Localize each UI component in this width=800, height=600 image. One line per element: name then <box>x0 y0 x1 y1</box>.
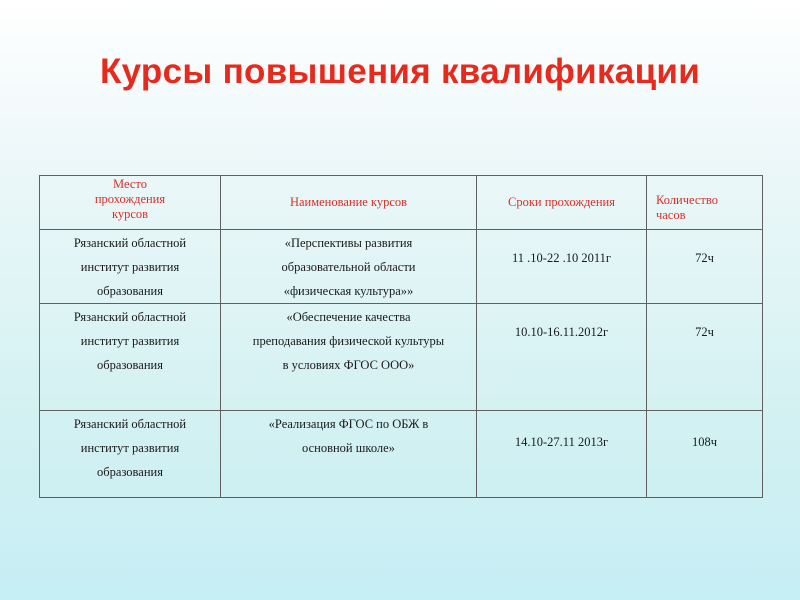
cell-course <box>221 411 477 498</box>
cell-place <box>40 230 221 304</box>
cell-line: образования <box>97 465 163 479</box>
cell-line: «Обеспечение качества <box>286 310 411 324</box>
cell-line: институт развития <box>80 441 180 455</box>
table-row <box>40 230 763 304</box>
table-row <box>40 411 763 498</box>
cell-line: образовательной области <box>281 260 416 274</box>
header-hours-line: Количество <box>656 193 718 207</box>
cell-course <box>221 304 477 411</box>
courses-table <box>39 175 763 498</box>
cell-hours: 72ч <box>647 304 763 411</box>
header-hours-line: часов <box>656 208 686 222</box>
cell-line: «физическая культура»» <box>283 284 414 298</box>
header-place-line: Место <box>113 177 147 191</box>
table-header-row <box>40 176 763 230</box>
cell-hours: 108ч <box>647 411 763 498</box>
cell-course <box>221 230 477 304</box>
header-place-line: курсов <box>111 207 149 221</box>
cell-line: «Реализация ФГОС по ОБЖ в <box>268 417 429 431</box>
cell-line: институт развития <box>80 260 180 274</box>
cell-line: основной школе» <box>302 441 395 455</box>
cell-line: преподавания физической культуры <box>252 334 445 348</box>
cell-line: образования <box>97 284 163 298</box>
header-hours <box>647 176 763 230</box>
cell-line: Рязанский областной <box>73 417 187 431</box>
cell-line: «Перспективы развития <box>284 236 413 250</box>
cell-line: в условиях ФГОС ООО» <box>282 358 415 372</box>
page-title: Курсы повышения квалификации <box>99 52 701 91</box>
header-course: Наименование курсов <box>221 176 477 230</box>
cell-place <box>40 304 221 411</box>
cell-period: 14.10-27.11 2013г <box>477 411 647 498</box>
header-place-line: прохождения <box>94 192 166 206</box>
cell-line: институт развития <box>80 334 180 348</box>
cell-line: образования <box>97 358 163 372</box>
cell-hours: 72ч <box>647 230 763 304</box>
cell-line: Рязанский областной <box>73 236 187 250</box>
cell-line: Рязанский областной <box>73 310 187 324</box>
header-place <box>40 176 221 230</box>
cell-period: 10.10-16.11.2012г <box>477 304 647 411</box>
header-period: Сроки прохождения <box>477 176 647 230</box>
table-row <box>40 304 763 411</box>
cell-period: 11 .10-22 .10 2011г <box>477 230 647 304</box>
cell-place <box>40 411 221 498</box>
